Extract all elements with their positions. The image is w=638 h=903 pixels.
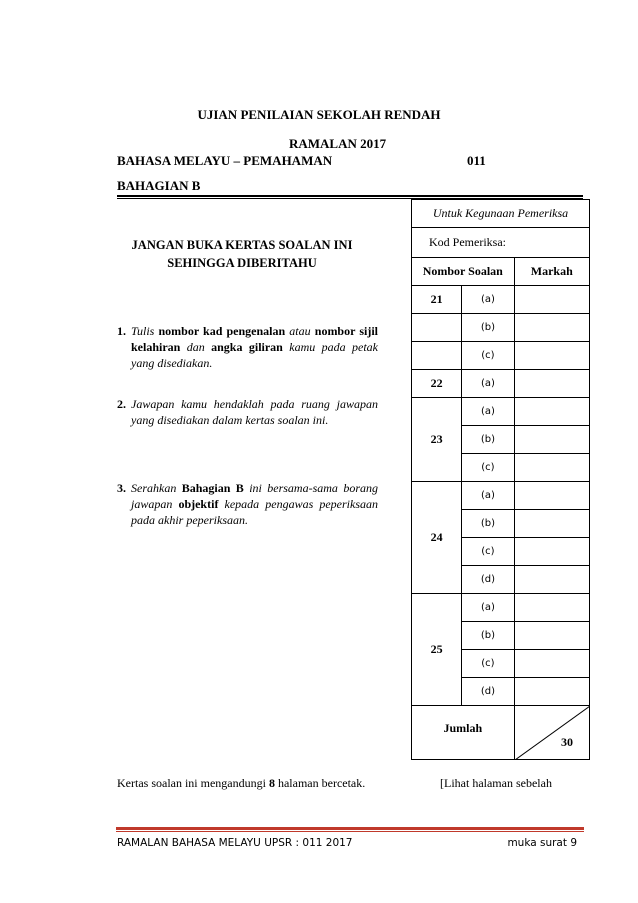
examiner-table-title: Untuk Kegunaan Pemeriksa (412, 200, 590, 228)
header-rule-thick (117, 195, 583, 197)
question-part: (c) (462, 538, 514, 566)
instruction-text: Serahkan Bahagian B ini bersama-sama borang jawapan objektif kepada pengawas peperiksaan pada akhir peperiksaan. (131, 481, 378, 527)
instruction-number: 1. (117, 324, 126, 338)
question-number: 22 (412, 370, 462, 398)
instruction-number: 3. (117, 481, 126, 495)
marks-cell (514, 594, 589, 622)
marks-cell (514, 566, 589, 594)
question-number-empty (412, 342, 462, 370)
total-label: Jumlah (412, 706, 515, 760)
examiner-table (411, 199, 590, 760)
marks-cell (514, 286, 589, 314)
instruction-2 (117, 396, 378, 446)
marks-cell (514, 510, 589, 538)
total-marks-cell (514, 706, 589, 760)
footer-rule-thick (116, 827, 584, 830)
question-part: (d) (462, 566, 514, 594)
question-part: (b) (462, 314, 514, 342)
exam-title: UJIAN PENILAIAN SEKOLAH RENDAH (197, 107, 441, 122)
marks-cell (514, 678, 589, 706)
footer-rule-thin (116, 831, 584, 832)
examiner-code-label: Kod Pemeriksa: (429, 235, 506, 249)
column-header-marks: Markah (514, 258, 589, 286)
question-part: (c) (462, 342, 514, 370)
question-part: (a) (462, 370, 514, 398)
marks-cell (514, 482, 589, 510)
question-number-empty (412, 314, 462, 342)
question-part: (c) (462, 454, 514, 482)
column-header-question: Nombor Soalan (412, 258, 515, 286)
page-count-note: Kertas soalan ini mengandungi 8 halaman bercetak. (117, 776, 366, 790)
marks-cell (514, 342, 589, 370)
subject-name: BAHASA MELAYU – PEMAHAMAN (117, 153, 333, 168)
warning-notice (112, 236, 372, 272)
marks-cell (514, 398, 589, 426)
instruction-text: Tulis nombor kad pengenalan atau nombor sijil kelahiran dan angka giliran kamu pada petak yang disediakan. (131, 324, 379, 370)
footer-page-number: muka surat 9 (507, 837, 577, 849)
exam-subtitle: RAMALAN 2017 (289, 136, 387, 151)
question-part: (a) (462, 482, 514, 510)
marks-cell (514, 622, 589, 650)
question-part: (b) (462, 426, 514, 454)
instruction-3 (117, 480, 378, 530)
question-part: (d) (462, 678, 514, 706)
warning-line-2: SEHINGGA DIBERITAHU (167, 256, 317, 270)
instruction-number: 2. (117, 397, 126, 411)
question-part: (b) (462, 622, 514, 650)
total-diagonal-line (515, 706, 590, 760)
turn-over-note: [Lihat halaman sebelah (440, 776, 552, 790)
examiner-code-field (412, 228, 590, 258)
question-number: 24 (412, 482, 462, 594)
question-part: (a) (462, 594, 514, 622)
question-number: 25 (412, 594, 462, 706)
footer-left-text: RAMALAN BAHASA MELAYU UPSR : 011 2017 (117, 837, 353, 849)
question-number: 23 (412, 398, 462, 482)
total-value: 30 (561, 735, 573, 749)
marks-cell (514, 454, 589, 482)
subject-code: 011 (467, 153, 486, 168)
warning-line-1: JANGAN BUKA KERTAS SOALAN INI (131, 238, 353, 252)
instruction-text: Jawapan kamu hendaklah pada ruang jawapan yang disediakan dalam kertas soalan ini. (131, 397, 378, 427)
instruction-1 (117, 323, 378, 383)
question-number: 21 (412, 286, 462, 314)
marks-cell (514, 314, 589, 342)
section-label: BAHAGIAN B (117, 178, 201, 193)
question-part: (c) (462, 650, 514, 678)
question-part: (b) (462, 510, 514, 538)
question-part: (a) (462, 398, 514, 426)
marks-cell (514, 426, 589, 454)
question-part: (a) (462, 286, 514, 314)
marks-cell (514, 650, 589, 678)
marks-cell (514, 538, 589, 566)
marks-cell (514, 370, 589, 398)
